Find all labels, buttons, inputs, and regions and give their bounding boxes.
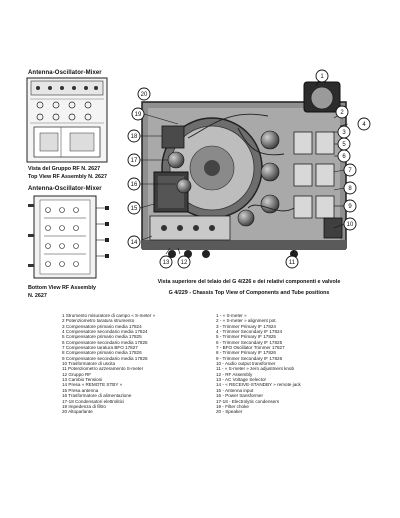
rf-bottom-caption-line1: Bottom View RF Assembly: [28, 285, 96, 291]
chassis-top-view-photo: [118, 68, 380, 274]
callout-label-6: 6: [342, 154, 346, 160]
callout-label-5: 5: [342, 142, 346, 148]
legend-en-item: 15 - Antenna input: [216, 387, 254, 393]
legend-it-item: 13 Cambio Tensioni: [62, 377, 103, 383]
rf-top-heading: Antenna-Oscillator-Mixer: [28, 70, 102, 76]
callout-label-8: 8: [348, 186, 352, 192]
legend-en-item: 17-18 - Electrolytic condensers: [216, 398, 280, 404]
callout-label-3: 3: [342, 130, 346, 136]
legend-en-item: 20 - Speaker: [216, 409, 243, 415]
legend-it-item: 2 Potenziometro taratura strumento: [62, 318, 135, 324]
legend-it-item: 1 Strumento misuratore di campo « S-meter »: [62, 313, 156, 318]
callout-label-9: 9: [348, 204, 352, 210]
legend-it-item: 12 Gruppo RF: [62, 371, 92, 377]
callout-label-18: 18: [130, 134, 138, 140]
legend-it-item: 9 Compensatore secondario media 17826: [62, 355, 148, 361]
legend-en-item: 5 - Trimmer Primary IF 17825: [216, 334, 276, 340]
legend-it-item: 19 Impedenza di filtro: [62, 403, 106, 409]
legend-en-item: 4 - Trimmer Secondary IF 17824: [216, 329, 283, 335]
callout-label-17: 17: [130, 158, 138, 164]
legend-it-item: 8 Compensatore primario media 17826: [62, 350, 142, 356]
rf-bottom-caption-line2: N. 2627: [28, 293, 47, 299]
callout-label-4: 4: [362, 122, 366, 128]
legend-en-item: 1 - « S-meter »: [216, 313, 247, 318]
callout-label-19: 19: [134, 112, 142, 118]
legend-it-item: 14 Presa « REMOTE STBY »: [62, 382, 123, 388]
legend-en-item: 12 - RF Assembly: [216, 371, 253, 377]
legend-en-item: 10 - Audio output transformer: [216, 361, 276, 367]
legend-it-item: 16 Trasformatore di alimentazione: [62, 393, 132, 399]
legend-en-item: 13 - AC Voltage Selector: [216, 377, 267, 383]
chassis-caption-italian: Vista superiore del telaio del G 4/226 e dei relativi componenti e valvole: [157, 279, 341, 285]
legend-it-item: 20 Altoparlante: [62, 409, 93, 415]
callout-label-13: 13: [162, 260, 170, 266]
legend-en-item: 2 - « S-meter » alignment pot.: [216, 318, 277, 324]
rf-bottom-heading: Antenna-Oscillator-Mixer: [28, 186, 102, 192]
rf-top-caption-italian: Vista del Gruppo RF N. 2627: [28, 166, 101, 172]
callout-label-2: 2: [340, 110, 344, 116]
callout-label-1: 1: [320, 74, 324, 80]
callout-label-20: 20: [140, 92, 148, 98]
callout-label-12: 12: [180, 260, 188, 266]
rf-assembly-bottom-view-drawing: [26, 194, 112, 282]
legend-en-item: 6 - Trimmer Secondary IF 17825: [216, 339, 283, 345]
legend-en-item: 16 - Power transformer: [216, 393, 263, 399]
legend-en-item: 9 - Trimmer Secondary IF 17826: [216, 355, 283, 361]
legend-en-item: 8 - Trimmer Primary IF 17826: [216, 350, 276, 356]
legend-it-item: 10 Trasformatore di uscita: [62, 361, 116, 367]
legend-en-item: 3 - Trimmer Primary IF 17824: [216, 323, 276, 329]
legend-en-item: 19 - Filter choke: [216, 403, 249, 409]
chassis-caption-english: G 4/229 - Chassis Top View of Components and Tube positions: [168, 290, 330, 296]
callout-label-11: 11: [288, 260, 296, 266]
legend-it-item: 6 Compensatore secondario media 17825: [62, 339, 148, 345]
legend-it-item: 4 Compensatore secondario media 17824: [62, 329, 148, 335]
legend-en-item: 7 - BFO Oscillator Trimmer 17827: [216, 345, 285, 351]
callout-label-14: 14: [130, 240, 138, 246]
callout-label-10: 10: [346, 222, 354, 228]
legend-english: [216, 313, 301, 415]
legend-en-item: 14 - « RECEIVE-STANDBY » remote jack: [216, 382, 301, 388]
legend-it-item: 3 Compensatore primario media 17824: [62, 323, 142, 329]
callout-label-16: 16: [130, 182, 138, 188]
legend-italian: [62, 313, 155, 415]
legend-it-item: 17-18 Condensatori elettrolitici: [62, 398, 125, 404]
legend-it-item: 5 Compensatore primario media 17825: [62, 334, 142, 340]
legend-it-item: 7 Compensatore taratura BFO 17827: [62, 345, 138, 351]
rf-top-caption-english: Top View RF Assembly N. 2627: [28, 174, 107, 180]
rf-assembly-top-view-drawing: [26, 77, 108, 163]
legend-en-item: 11 - « S-meter » zero adjustment knob: [216, 366, 295, 372]
legend-it-item: 15 Presa antenna: [62, 387, 99, 393]
legend-it-item: 11 Potenziometro azzeramento S-meter: [62, 366, 144, 372]
callout-label-7: 7: [348, 168, 352, 174]
callout-label-15: 15: [130, 206, 138, 212]
